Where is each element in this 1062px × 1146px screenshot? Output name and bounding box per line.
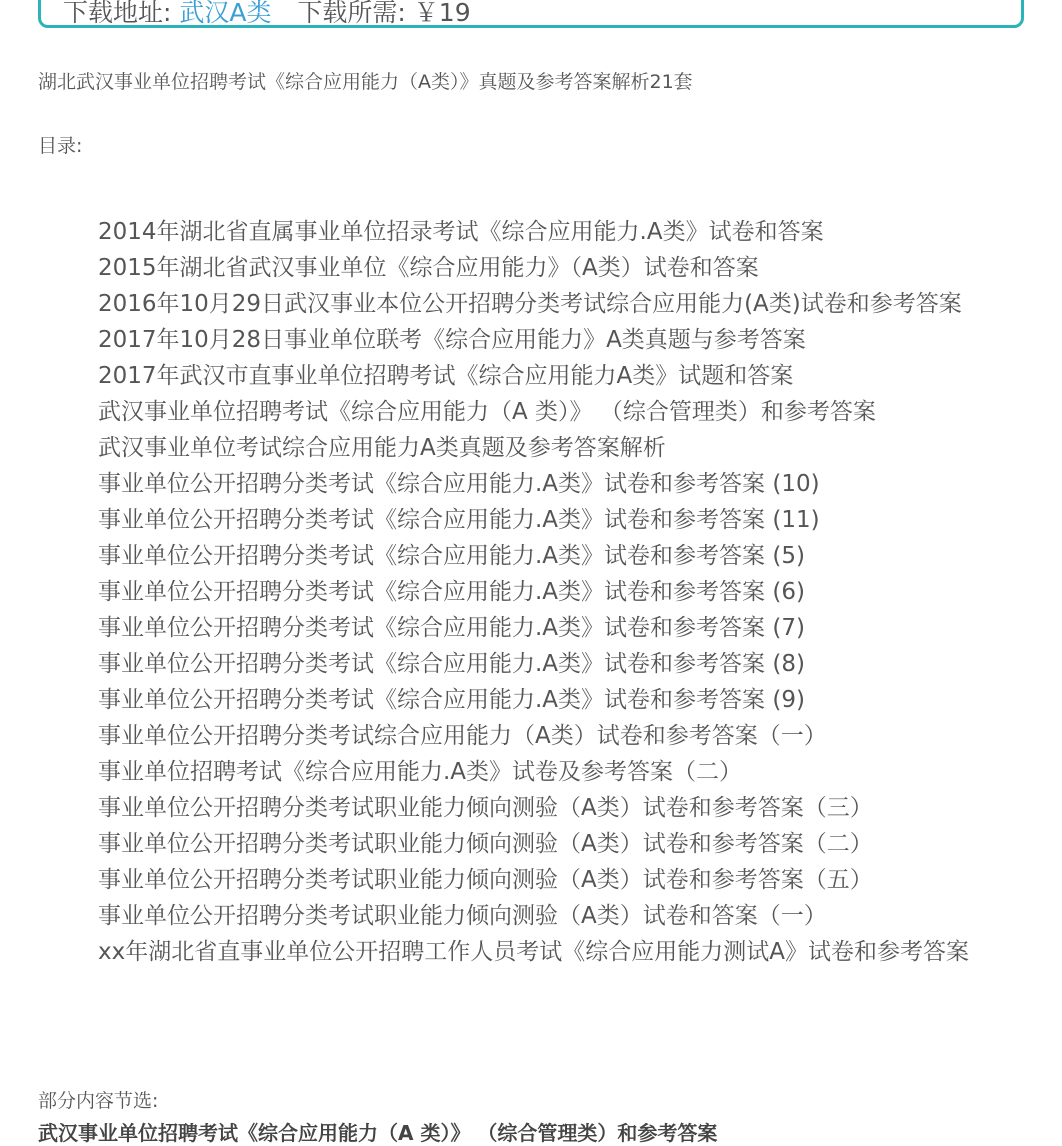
toc-item[interactable]: 2017年武汉市直事业单位招聘考试《综合应用能力A类》试题和答案 [98,363,794,389]
excerpt-heading: 部分内容节选: [38,1090,159,1112]
download-link[interactable]: 武汉A类 [179,0,272,27]
toc-item[interactable]: 事业单位公开招聘分类考试《综合应用能力.A类》试卷和参考答案 (9) [98,687,805,713]
toc-item[interactable]: 武汉事业单位招聘考试《综合应用能力（A 类）》 （综合管理类）和参考答案 [98,399,876,425]
toc-item[interactable]: 事业单位公开招聘分类考试职业能力倾向测验（A类）试卷和答案（一） [98,903,827,929]
download-info-row [63,0,471,27]
download-price-label: 下载所需: [297,0,406,27]
toc-item[interactable]: 事业单位公开招聘分类考试综合应用能力（A类）试卷和参考答案（一） [98,723,827,749]
toc-item[interactable]: 2015年湖北省武汉事业单位《综合应用能力》（A类）试卷和答案 [98,255,759,281]
toc-item[interactable]: 2016年10月29日武汉事业本位公开招聘分类考试综合应用能力(A类)试卷和参考答案 [98,291,962,317]
toc-list [98,214,969,970]
toc-item[interactable]: 事业单位公开招聘分类考试《综合应用能力.A类》试卷和参考答案 (5) [98,543,805,569]
intro-text: 湖北武汉事业单位招聘考试《综合应用能力（A类）》真题及参考答案解析21套 [38,71,693,93]
toc-item[interactable]: xx年湖北省直事业单位公开招聘工作人员考试《综合应用能力测试A》试卷和参考答案 [98,939,969,965]
toc-item[interactable]: 事业单位公开招聘分类考试职业能力倾向测验（A类）试卷和参考答案（三） [98,795,873,821]
toc-item[interactable]: 事业单位公开招聘分类考试职业能力倾向测验（A类）试卷和参考答案（五） [98,867,873,893]
toc-item[interactable]: 事业单位公开招聘分类考试职业能力倾向测验（A类）试卷和参考答案（二） [98,831,873,857]
toc-item[interactable]: 事业单位公开招聘分类考试《综合应用能力.A类》试卷和参考答案 (10) [98,471,820,497]
toc-item[interactable]: 事业单位招聘考试《综合应用能力.A类》试卷及参考答案（二） [98,759,743,785]
toc-item[interactable]: 事业单位公开招聘分类考试《综合应用能力.A类》试卷和参考答案 (6) [98,579,805,605]
download-price: ￥19 [413,0,471,27]
toc-item[interactable]: 事业单位公开招聘分类考试《综合应用能力.A类》试卷和参考答案 (7) [98,615,805,641]
toc-item[interactable]: 事业单位公开招聘分类考试《综合应用能力.A类》试卷和参考答案 (11) [98,507,820,533]
download-address-label: 下载地址: [63,0,172,27]
toc-item[interactable]: 2014年湖北省直属事业单位招录考试《综合应用能力.A类》试卷和答案 [98,219,824,245]
toc-item[interactable]: 事业单位公开招聘分类考试《综合应用能力.A类》试卷和参考答案 (8) [98,651,805,677]
toc-item[interactable]: 2017年10月28日事业单位联考《综合应用能力》A类真题与参考答案 [98,327,806,353]
toc-heading: 目录: [38,135,83,157]
excerpt-title: 武汉事业单位招聘考试《综合应用能力（A 类）》 （综合管理类）和参考答案 [38,1121,718,1145]
download-info-box [38,0,1024,28]
toc-item[interactable]: 武汉事业单位考试综合应用能力A类真题及参考答案解析 [98,435,666,461]
